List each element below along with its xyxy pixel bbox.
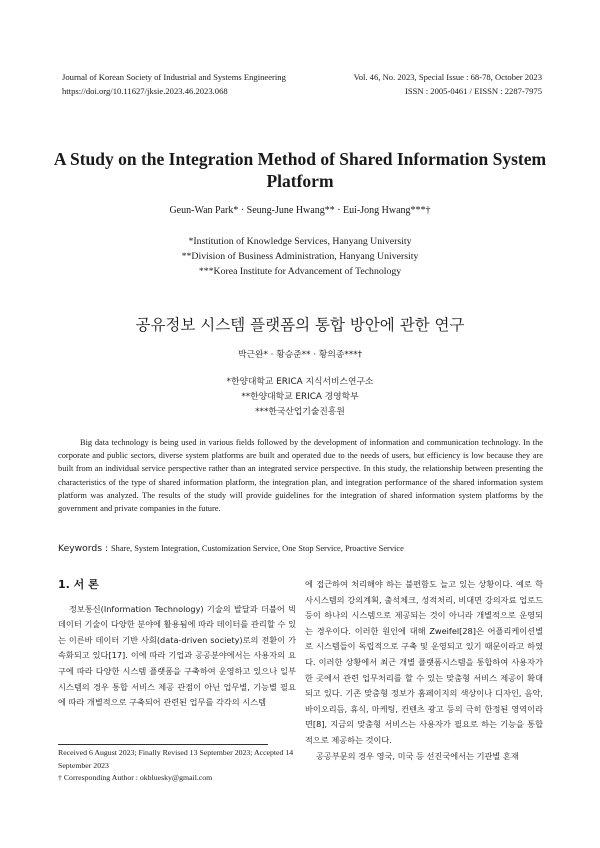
body-paragraph: 에 접근하여 처리해야 하는 불편함도 늘고 있는 상황이다. 예로 학사시스템의 강의계획, 출석체크, 성적처리, 비대면 강의자료 업로드 등이 하나의 시스템으로 제공되는 것이 아니라 개별적으로 운영되는 경우이다. 이러한 원인에 대해 Zweifel[28]은 어플리케이션별로 시스템들이 독립적으로 구축 및 운영되고 있기 때문이라고 하였다. 이러한 상황에서 최근 개별 플랫폼시스템을 통합하여 사용자가 한 곳에서 관련 업무처리를 할 수 있는 맞춤형 서비스 제공이 확대되고 있다. 기존 맞춤형 정보가 홈페이지의 색상이나 디자인, 음악, 바이오리듬, 휴식, 마케팅, 컨텐츠 광고 등의 극히 한정된 영역이라면[8], 지금의 맞춤형 서비스는 사용자가 필요로 하는 기능을 통합적으로 제공하는 것이다. xyxy=(305,579,543,745)
issn-info: ISSN : 2005-0461 / EISSN : 2287-7975 xyxy=(404,86,542,96)
keywords-label: Keywords : xyxy=(58,543,111,554)
affiliation-ko-1: *한양대학교 ERICA 지식서비스연구소 xyxy=(226,377,374,387)
authors-en: Geun-Wan Park* · Seung-June Hwang** · Eui-Jong Hwang***† xyxy=(169,205,431,216)
running-header-left xyxy=(62,70,286,98)
corresponding-author xyxy=(58,772,296,785)
corresponding-author-email[interactable]: Corresponding Author : okbluesky@gmail.com xyxy=(63,773,213,782)
affiliation-ko-2: **한양대학교 ERICA 경영학부 xyxy=(241,392,359,402)
paper-title-ko: 공유정보 시스템 플랫폼의 통합 방안에 관한 연구 xyxy=(135,316,465,334)
footnotes xyxy=(58,744,296,785)
dagger-mark: † xyxy=(58,773,62,782)
body-column-left xyxy=(58,577,296,711)
received-dates: Received 6 August 2023; Finally Revised 13 September 2023; Accepted 14 September 2023 xyxy=(58,748,294,770)
running-header-right xyxy=(354,70,542,98)
authors-ko: 박근완* · 황승준** · 황의종***† xyxy=(237,350,363,360)
body-column-right xyxy=(305,577,543,764)
volume-info: Vol. 46, No. 2023, Special Issue : 68-78, October 2023 xyxy=(353,72,542,82)
affiliation-ko-3: ***한국산업기술진흥원 xyxy=(255,407,345,417)
abstract: Big data technology is being used in various fields followed by the development of information and communication technology. In the corporate and public sectors, diverse system platforms are built and operated due to the needs of users, but efficiency is low because they are built from an individual service perspective rather than an integrated service perspective. In this study, the relationship between presenting the characteristics of the type of shared information platform, the integration plan, and integration performance of the shared information system platform was analyzed. The results of the study will provide guidelines for the integration of shared information system platforms by the government and private companies in the future. xyxy=(58,438,543,514)
body-paragraph: 공공부문의 경우 영국, 미국 등 선진국에서는 기관별 혼재 xyxy=(316,750,519,761)
journal-name: Journal of Korean Society of Industrial and Systems Engineering xyxy=(62,72,286,82)
keywords-text: Share, System Integration, Customization Service, One Stop Service, Proactive Service xyxy=(110,544,404,553)
affiliation-en-2: **Division of Business Administration, Hanyang University xyxy=(181,251,419,262)
affiliation-en-1: *Institution of Knowledge Services, Hanyang University xyxy=(188,236,412,247)
section-heading: 1. 서 론 xyxy=(58,578,99,591)
affiliations-ko xyxy=(0,375,600,420)
body-paragraph: 정보통신(Information Technology) 기술의 발달과 더불어 빅데이터 기술이 다양한 분야에 활용됨에 따라 데이터를 관리할 수 있는 이른바 데이터 기반 사회(data-driven society)로의 전환이 가속화되고 있다[17]. 이에 따라 기업과 공공분야에서는 사용자의 요구에 따라 다양한 시스템 플랫폼을 구축하여 운영하고 있으나 일부 시스템의 경우 통합 서비스 제공 관점이 아닌 업무별, 기능별 필요에 따라 개별적으로 구축되어 관련된 업무를 각각의 시스템 xyxy=(58,603,296,708)
paper-title-en: A Study on the Integration Method of Shared Information System Platform xyxy=(53,149,547,191)
keywords xyxy=(58,543,543,554)
affiliations-en xyxy=(0,234,600,279)
doi-link[interactable]: https://doi.org/10.11627/jksie.2023.46.2023.068 xyxy=(62,86,228,96)
affiliation-en-3: ***Korea Institute for Advancement of Technology xyxy=(198,266,402,277)
